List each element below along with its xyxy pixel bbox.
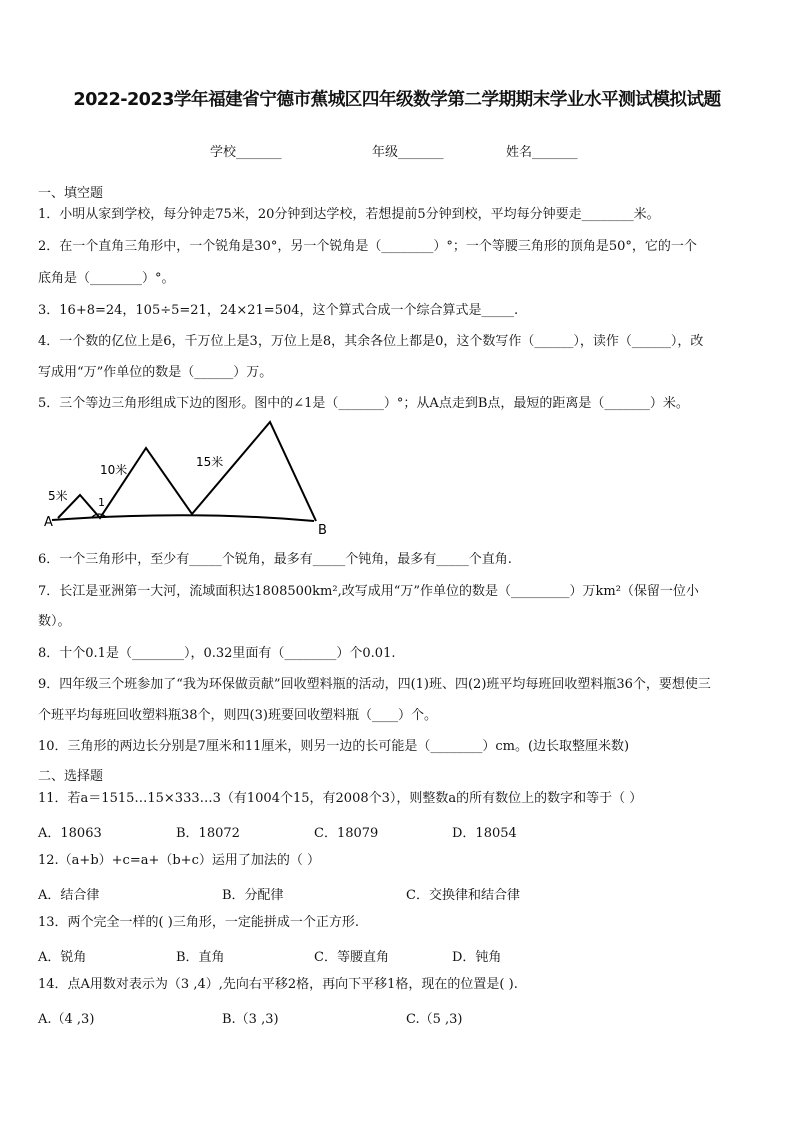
label-point-a: A (44, 515, 53, 530)
q14-option-a: A.（4 ,3) (38, 1012, 95, 1027)
question-9-line-2: 个班平均每班回收塑料瓶38个，则四(3)班要回收塑料瓶（____）个。 (38, 708, 437, 723)
page-title: 2022-2023学年福建省宁德市蕉城区四年级数学第二学期期末学业水平测试模拟试题 (73, 90, 721, 110)
name-field: 姓名_______ (506, 145, 578, 160)
base-curve (52, 515, 314, 521)
q13-option-d: D．钝角 (452, 950, 502, 965)
question-2-line-2: 底角是（________）°。 (38, 271, 175, 286)
q12-option-b: B．分配律 (222, 888, 284, 903)
q13-option-a: A．锐角 (38, 950, 87, 965)
question-8: 8．十个0.1是（________），0.32里面有（________）个0.01. (38, 646, 396, 661)
q12-option-a: A．结合律 (38, 888, 100, 903)
q11-option-d: D．18054 (452, 826, 517, 841)
question-3: 3．16+8=24，105÷5=21，24×21=504，这个算式合成一个综合算式是_____. (38, 303, 519, 318)
q11-option-a: A．18063 (38, 826, 102, 841)
question-10: 10．三角形的两边长分别是7厘米和11厘米，则另一边的长可能是（________）cm。(边长取整厘米数) (38, 739, 630, 754)
question-7-line-2: 数）。 (38, 614, 71, 629)
q13-option-b: B．直角 (176, 950, 225, 965)
q13-option-c: C．等腰直角 (314, 950, 389, 965)
section-choice: 二、选择题 (38, 769, 104, 784)
label-5m: 5米 (48, 489, 68, 503)
q11-option-c: C．18079 (314, 826, 379, 841)
label-10m: 10米 (100, 463, 128, 477)
question-7-line-1: 7．长江是亚洲第一大河，流域面积达1808500km²,改写成用“万”作单位的数是（_________）万km²（保留一位小 (38, 584, 699, 599)
question-13: 13．两个完全一样的( )三角形，一定能拼成一个正方形. (38, 915, 359, 930)
grade-field: 年级_______ (372, 145, 444, 160)
label-angle-1: 1 (98, 496, 105, 509)
triangles-figure (42, 418, 342, 538)
question-9-line-1: 9．四年级三个班参加了“我为环保做贡献”回收塑料瓶的活动，四(1)班、四(2)班平均每班回收塑料瓶36个，要想使三 (38, 677, 711, 692)
question-5: 5．三个等边三角形组成下边的图形。图中的∠1是（_______）°；从A点走到B点，最短的距离是（_______）米。 (38, 396, 689, 411)
q14-option-c: C.（5 ,3) (406, 1012, 463, 1027)
question-12: 12.（a+b）+c=a+（b+c）运用了加法的（ ） (38, 853, 320, 868)
q11-option-b: B．18072 (176, 826, 240, 841)
label-point-b: B (318, 523, 327, 538)
question-11: 11．若a＝1515…15×333…3（有1004个15，有2008个3），则整数a的所有数位上的数字和等于（ ） (38, 791, 643, 806)
q12-option-c: C．交换律和结合律 (406, 888, 520, 903)
label-15m: 15米 (196, 455, 224, 469)
question-6: 6．一个三角形中，至少有_____个锐角，最多有_____个钝角，最多有_____个直角. (38, 552, 512, 567)
q14-option-b: B.（3 ,3) (222, 1012, 279, 1027)
triangle-outline (58, 422, 316, 521)
question-2-line-1: 2．在一个直角三角形中，一个锐角是30°，另一个锐角是（________）°；一个等腰三角形的顶角是50°，它的一个 (38, 239, 697, 254)
question-1: 1．小明从家到学校，每分钟走75米，20分钟到达学校，若想提前5分钟到校，平均每分钟要走________米。 (38, 207, 660, 222)
question-4-line-2: 写成用“万”作单位的数是（______）万。 (38, 365, 273, 380)
school-field: 学校_______ (210, 145, 282, 160)
question-14: 14．点A用数对表示为（3 ,4）,先向右平移2格，再向下平移1格，现在的位置是( ). (38, 977, 518, 992)
section-fill-in: 一、填空题 (38, 186, 104, 201)
question-4-line-1: 4．一个数的亿位上是6，千万位上是3，万位上是8，其余各位上都是0，这个数写作（______），读作（______），改 (38, 334, 704, 349)
